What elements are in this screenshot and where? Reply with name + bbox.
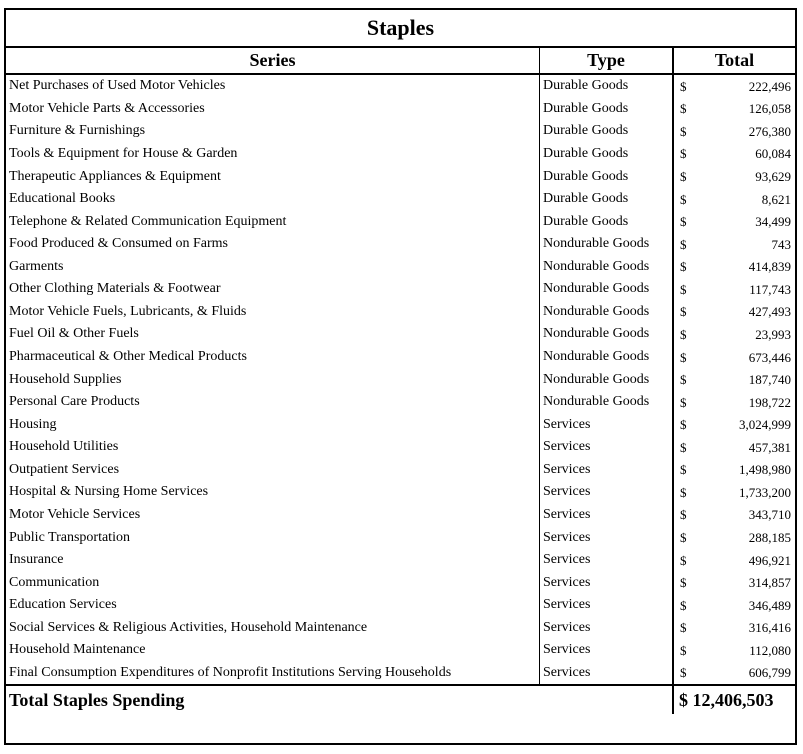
currency-symbol: $ <box>680 439 687 455</box>
amount: 1,733,200 <box>739 484 791 500</box>
currency-symbol: $ <box>680 575 687 591</box>
amount: 314,857 <box>748 575 791 591</box>
type-cell: Durable Goods <box>540 143 674 166</box>
type-cell: Nondurable Goods <box>540 301 674 324</box>
header-type: Type <box>540 48 674 73</box>
series-cell: Motor Vehicle Services <box>6 504 540 527</box>
total-cell <box>674 368 795 391</box>
total-label: Total Staples Spending <box>6 686 674 714</box>
total-cell <box>674 459 795 482</box>
type-cell: Services <box>540 594 674 617</box>
currency-symbol: $ <box>680 394 687 410</box>
type-cell: Services <box>540 504 674 527</box>
series-cell: Educational Books <box>6 188 540 211</box>
currency-symbol: $ <box>680 169 687 185</box>
total-cell <box>674 75 795 98</box>
total-cell <box>674 256 795 279</box>
table-row <box>6 436 795 459</box>
series-cell: Communication <box>6 571 540 594</box>
table-row <box>6 368 795 391</box>
currency-symbol: $ <box>680 304 687 320</box>
type-cell: Nondurable Goods <box>540 346 674 369</box>
type-cell: Services <box>540 413 674 436</box>
amount: 276,380 <box>748 123 791 139</box>
series-cell: Motor Vehicle Parts & Accessories <box>6 98 540 121</box>
amount: 8,621 <box>761 191 791 207</box>
table-row <box>6 413 795 436</box>
series-cell: Public Transportation <box>6 526 540 549</box>
type-cell: Nondurable Goods <box>540 233 674 256</box>
table-row <box>6 459 795 482</box>
currency-symbol: $ <box>680 484 687 500</box>
series-cell: Motor Vehicle Fuels, Lubricants, & Fluids <box>6 301 540 324</box>
amount: 343,710 <box>748 507 791 523</box>
total-cell <box>674 639 795 662</box>
series-cell: Other Clothing Materials & Footwear <box>6 278 540 301</box>
amount: 222,496 <box>748 78 791 94</box>
series-cell: Therapeutic Appliances & Equipment <box>6 165 540 188</box>
amount: 743 <box>771 236 791 252</box>
amount: 112,080 <box>749 642 791 658</box>
table-row <box>6 143 795 166</box>
table-row <box>6 639 795 662</box>
amount: 414,839 <box>748 259 791 275</box>
table-row <box>6 256 795 279</box>
currency-symbol: $ <box>680 665 687 681</box>
table-row <box>6 391 795 414</box>
table-row <box>6 549 795 572</box>
amount: 316,416 <box>748 620 791 636</box>
series-cell: Tools & Equipment for House & Garden <box>6 143 540 166</box>
series-cell: Household Utilities <box>6 436 540 459</box>
series-cell: Garments <box>6 256 540 279</box>
amount: 60,084 <box>755 146 791 162</box>
total-value: $ 12,406,503 <box>679 689 774 710</box>
series-cell: Outpatient Services <box>6 459 540 482</box>
amount: 93,629 <box>755 169 791 185</box>
currency-symbol: $ <box>680 597 687 613</box>
type-cell: Services <box>540 526 674 549</box>
table-body <box>6 75 795 686</box>
table-row <box>6 617 795 640</box>
currency-symbol: $ <box>680 507 687 523</box>
total-cell <box>674 413 795 436</box>
table-row <box>6 75 795 98</box>
amount: 673,446 <box>748 349 791 365</box>
type-cell: Services <box>540 549 674 572</box>
total-cell <box>674 481 795 504</box>
total-cell <box>674 98 795 121</box>
type-cell: Durable Goods <box>540 98 674 121</box>
total-cell <box>674 594 795 617</box>
amount: 187,740 <box>748 372 791 388</box>
type-cell: Services <box>540 481 674 504</box>
type-cell: Services <box>540 639 674 662</box>
total-cell <box>674 571 795 594</box>
currency-symbol: $ <box>680 552 687 568</box>
type-cell: Nondurable Goods <box>540 278 674 301</box>
amount: 427,493 <box>748 304 791 320</box>
currency-symbol: $ <box>680 326 687 342</box>
currency-symbol: $ <box>680 642 687 658</box>
total-cell <box>674 504 795 527</box>
total-cell <box>674 346 795 369</box>
type-cell: Nondurable Goods <box>540 368 674 391</box>
table-row <box>6 481 795 504</box>
header-series: Series <box>6 48 540 73</box>
total-cell <box>674 526 795 549</box>
series-cell: Education Services <box>6 594 540 617</box>
total-cell <box>674 278 795 301</box>
total-cell <box>674 210 795 233</box>
currency-symbol: $ <box>680 281 687 297</box>
table-row <box>6 120 795 143</box>
series-cell: Housing <box>6 413 540 436</box>
total-cell <box>674 120 795 143</box>
series-cell: Food Produced & Consumed on Farms <box>6 233 540 256</box>
amount: 1,498,980 <box>739 462 791 478</box>
currency-symbol: $ <box>680 372 687 388</box>
series-cell: Household Maintenance <box>6 639 540 662</box>
table-row <box>6 165 795 188</box>
total-cell <box>674 233 795 256</box>
series-cell: Telephone & Related Communication Equipment <box>6 210 540 233</box>
total-cell <box>674 391 795 414</box>
type-cell: Durable Goods <box>540 210 674 233</box>
series-cell: Household Supplies <box>6 368 540 391</box>
type-cell: Nondurable Goods <box>540 323 674 346</box>
currency-symbol: $ <box>680 530 687 546</box>
amount: 23,993 <box>755 326 791 342</box>
total-cell <box>674 617 795 640</box>
type-cell: Nondurable Goods <box>540 391 674 414</box>
amount: 496,921 <box>748 552 791 568</box>
amount: 288,185 <box>748 530 791 546</box>
amount: 606,799 <box>748 665 791 681</box>
type-cell: Services <box>540 662 674 685</box>
series-cell: Net Purchases of Used Motor Vehicles <box>6 75 540 98</box>
staples-table <box>4 8 797 745</box>
table-row <box>6 233 795 256</box>
type-cell: Services <box>540 617 674 640</box>
table-row <box>6 301 795 324</box>
table-row <box>6 278 795 301</box>
currency-symbol: $ <box>680 146 687 162</box>
currency-symbol: $ <box>680 462 687 478</box>
currency-symbol: $ <box>680 78 687 94</box>
table-row <box>6 662 795 685</box>
header-row <box>6 48 795 75</box>
total-cell <box>674 549 795 572</box>
series-cell: Fuel Oil & Other Fuels <box>6 323 540 346</box>
total-cell <box>674 143 795 166</box>
currency-symbol: $ <box>680 123 687 139</box>
amount: 34,499 <box>755 214 791 230</box>
amount: 117,743 <box>749 281 791 297</box>
table-row <box>6 526 795 549</box>
amount: 457,381 <box>748 439 791 455</box>
type-cell: Services <box>540 571 674 594</box>
type-cell: Nondurable Goods <box>540 256 674 279</box>
currency-symbol: $ <box>680 259 687 275</box>
type-cell: Durable Goods <box>540 165 674 188</box>
currency-symbol: $ <box>680 191 687 207</box>
currency-symbol: $ <box>680 620 687 636</box>
table-title: Staples <box>6 10 795 48</box>
series-cell: Final Consumption Expenditures of Nonprofit Institutions Serving Households <box>6 662 540 685</box>
type-cell: Durable Goods <box>540 75 674 98</box>
type-cell: Services <box>540 436 674 459</box>
currency-symbol: $ <box>680 349 687 365</box>
total-cell <box>674 301 795 324</box>
series-cell: Pharmaceutical & Other Medical Products <box>6 346 540 369</box>
type-cell: Durable Goods <box>540 188 674 211</box>
table-row <box>6 188 795 211</box>
currency-symbol: $ <box>680 417 687 433</box>
amount: 126,058 <box>748 101 791 117</box>
total-cell <box>674 165 795 188</box>
currency-symbol: $ <box>680 101 687 117</box>
table-row <box>6 594 795 617</box>
total-cell <box>674 188 795 211</box>
series-cell: Hospital & Nursing Home Services <box>6 481 540 504</box>
total-cell <box>674 662 795 685</box>
type-cell: Services <box>540 459 674 482</box>
table-row <box>6 323 795 346</box>
currency-symbol: $ <box>680 214 687 230</box>
type-cell: Durable Goods <box>540 120 674 143</box>
series-cell: Social Services & Religious Activities, Household Maintenance <box>6 617 540 640</box>
table-row <box>6 210 795 233</box>
table-row <box>6 98 795 121</box>
table-row <box>6 571 795 594</box>
series-cell: Personal Care Products <box>6 391 540 414</box>
total-cell <box>674 323 795 346</box>
table-row <box>6 346 795 369</box>
series-cell: Furniture & Furnishings <box>6 120 540 143</box>
currency-symbol: $ <box>680 236 687 252</box>
amount: 198,722 <box>748 394 791 410</box>
header-total: Total <box>714 50 755 70</box>
total-cell <box>674 436 795 459</box>
table-row <box>6 504 795 527</box>
series-cell: Insurance <box>6 549 540 572</box>
amount: 346,489 <box>748 597 791 613</box>
amount: 3,024,999 <box>739 417 791 433</box>
total-row <box>6 686 795 714</box>
